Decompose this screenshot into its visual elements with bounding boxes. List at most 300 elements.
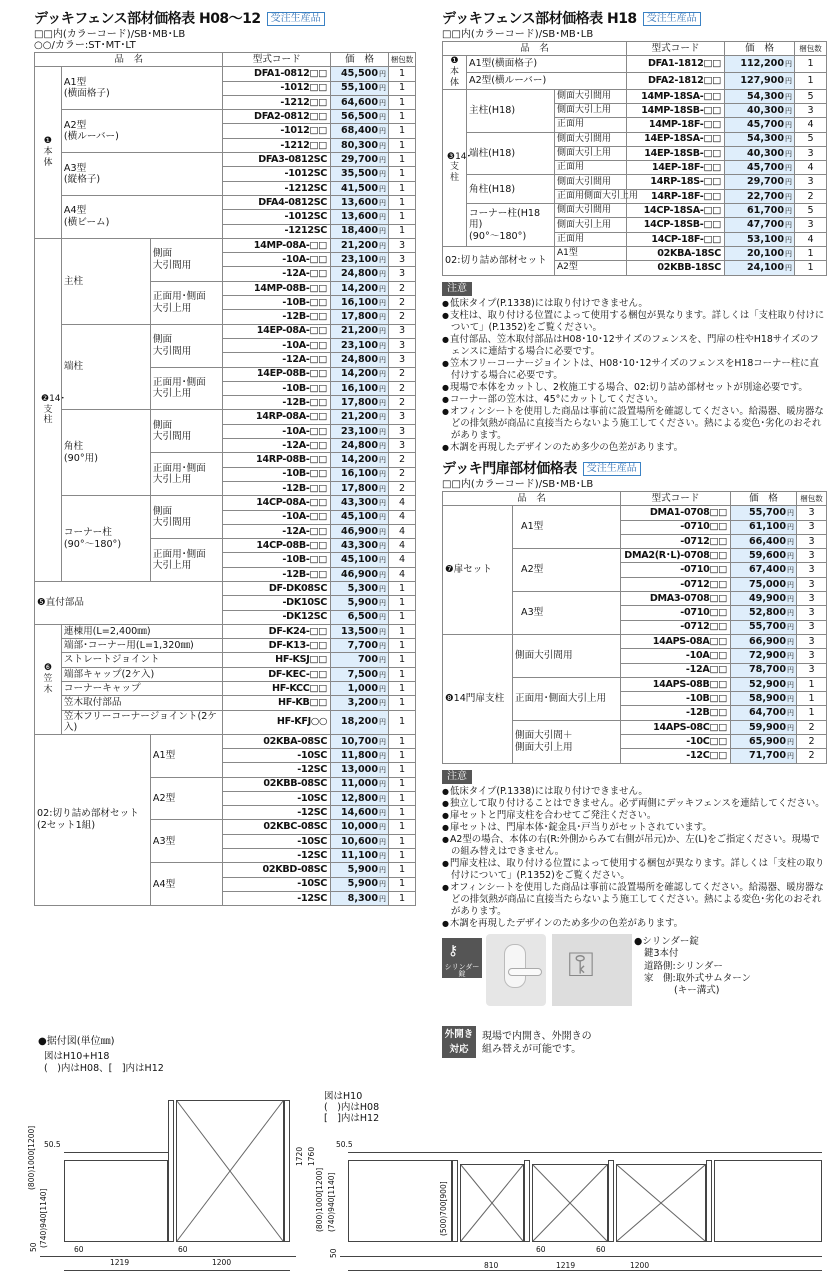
price-cell: 55,700円: [731, 620, 797, 634]
code-cell: 02KBA-08SC: [223, 734, 331, 748]
price-cell: 18,400円: [331, 224, 389, 238]
left-th-qty: 梱包数: [389, 53, 416, 67]
qty-cell: 3: [389, 424, 416, 438]
price-cell: 59,900円: [731, 720, 797, 734]
price-cell: 17,800円: [331, 481, 389, 495]
note-item: ● 扉セットと門扉支柱を合わせてご発注ください。: [442, 810, 826, 822]
qty-cell: 4: [795, 161, 827, 175]
code-cell: 14EP-08A-□□: [223, 324, 331, 338]
table-row: [443, 506, 827, 520]
group-label: 側面 大引間用: [150, 238, 222, 281]
code-cell: HF-KSJ□□: [223, 653, 331, 667]
qty-cell: 1: [389, 124, 416, 138]
code-cell: -12C□□: [621, 749, 731, 763]
price-cell: 49,900円: [731, 592, 797, 606]
code-cell: 14MP-18SB-□□: [627, 103, 725, 117]
qty-cell: 1: [389, 181, 416, 195]
qty-cell: 1: [389, 110, 416, 124]
note-item: ● オフィンシートを使用した商品は事前に設置場所を確認してください。給湯器、暖房器などの排気熱が商品に直接当たらないよう施工してください。熱による変色･劣化のおそれがあります。: [442, 882, 826, 918]
price-cell: 3,200円: [331, 696, 389, 710]
qty-cell: 1: [389, 748, 416, 762]
code-cell: 14RP-18S-□□: [627, 175, 725, 189]
code-cell: -0712□□: [621, 577, 731, 591]
price-cell: 14,200円: [331, 281, 389, 295]
code-cell: 14EP-18SB-□□: [627, 146, 725, 160]
price-cell: 24,100円: [725, 261, 795, 275]
qty-cell: 2: [389, 281, 416, 295]
group-label: A2型: [513, 549, 621, 592]
row-label: 正面用側面大引上用: [555, 189, 627, 203]
qty-cell: 5: [795, 204, 827, 218]
table-row: [35, 653, 416, 667]
qty-cell: 4: [389, 567, 416, 581]
qty-cell: 1: [389, 138, 416, 152]
note-item: ● 木調を再現したデザインのため多少の色差があります。: [442, 442, 826, 454]
price-cell: 29,700円: [331, 153, 389, 167]
note-item: ● コーナー部の笠木は、45°にカットしてください。: [442, 394, 826, 406]
group-label: 正面用･側面 大引上用: [150, 367, 222, 410]
qty-cell: 1: [389, 820, 416, 834]
group-label: A1型: [513, 506, 621, 549]
qty-cell: 2: [797, 720, 827, 734]
qty-cell: 1: [389, 667, 416, 681]
table-row: [443, 132, 827, 146]
table-row: [443, 56, 827, 73]
group-label: 側面大引間用: [513, 634, 621, 677]
group-label: コーナー柱 (90°～180°): [61, 496, 150, 582]
qty-cell: 1: [389, 777, 416, 791]
qty-cell: 1: [389, 610, 416, 624]
code-cell: 14RP-08B-□□: [223, 453, 331, 467]
qty-cell: 2: [389, 396, 416, 410]
lock-desc: ●シリンダー錠 鍵3本付 道路側:シリンダー 家 側:取外式サムターン (キー溝式): [634, 935, 752, 997]
code-cell: 14CP-18SA-□□: [627, 204, 725, 218]
group-label: A2型: [150, 777, 222, 820]
table-row: [35, 110, 416, 124]
qty-cell: 2: [389, 310, 416, 324]
qty-cell: 1: [795, 56, 827, 73]
price-cell: 45,100円: [331, 553, 389, 567]
table-row: [35, 238, 416, 252]
left-price-table: [34, 52, 416, 906]
note-item: ● 扉セットは、門扉本体･錠金具･戸当りがセットされています。: [442, 822, 826, 834]
gate-price-table: [442, 491, 827, 764]
price-cell: 55,100円: [331, 81, 389, 95]
group-label: 正面用･側面 大引上用: [150, 281, 222, 324]
price-cell: 5,300円: [331, 581, 389, 595]
table-row: [35, 153, 416, 167]
group-label: 角柱(H18): [467, 175, 555, 204]
code-cell: DFA4-0812SC: [223, 195, 331, 209]
left-th-name: 品 名: [35, 53, 223, 67]
note-item: ● 現場で本体をカットし、2枚施工する場合、02:切り詰め部材セットが別途必要です。: [442, 382, 826, 394]
qty-cell: 1: [389, 195, 416, 209]
group-label: ❷14･支柱: [35, 238, 62, 581]
note-item: ● オフィンシートを使用した商品は事前に設置場所を確認してください。給湯器、暖房器などの排気熱が商品に直接当たらないよう施工してください。熱による変色･劣化のおそれがあります。: [442, 406, 826, 442]
row-label: A1型: [555, 246, 627, 260]
row-label: 側面大引上用: [555, 146, 627, 160]
right-th-qty: 梱包数: [795, 42, 827, 56]
code-cell: -12SC: [223, 806, 331, 820]
table-row: [35, 195, 416, 209]
keys-image: [552, 934, 632, 1006]
gate-notes: [442, 786, 826, 930]
note-item: ● 独立して取り付けることはできません。必ず両側にデッキフェンスを連結してください。: [442, 798, 826, 810]
price-cell: 14,200円: [331, 453, 389, 467]
left-column: [34, 0, 416, 906]
right-column: [442, 0, 826, 1062]
qty-cell: 2: [389, 381, 416, 395]
table-row: [35, 410, 416, 424]
qty-cell: 1: [389, 710, 416, 734]
code-cell: -0712□□: [621, 534, 731, 548]
group-label: 端部キャップ(2ケ入): [61, 667, 223, 681]
group-label: 連棟用(L=2,400㎜): [61, 624, 223, 638]
price-cell: 65,900円: [731, 735, 797, 749]
code-cell: -12SC: [223, 763, 331, 777]
price-cell: 68,400円: [331, 124, 389, 138]
code-cell: -10SC: [223, 834, 331, 848]
row-label: 側面大引上用: [555, 103, 627, 117]
post-right: [284, 1100, 290, 1242]
group-label: A3型: [150, 820, 222, 863]
cross-brace-door: [461, 1165, 523, 1241]
price-cell: 56,500円: [331, 110, 389, 124]
code-cell: -1212□□: [223, 138, 331, 152]
price-cell: 71,700円: [731, 749, 797, 763]
keys-icon: ⚿: [568, 944, 594, 985]
price-cell: 46,900円: [331, 524, 389, 538]
qty-cell: 3: [797, 577, 827, 591]
price-cell: 64,600円: [331, 95, 389, 109]
group-label: 側面 大引間用: [150, 410, 222, 453]
group-label: コーナーキャップ: [61, 682, 223, 696]
right-caution-label: 注意: [442, 282, 472, 296]
price-cell: 10,000円: [331, 820, 389, 834]
group-label: 正面用･側面 大引上用: [150, 539, 222, 582]
qty-cell: 3: [389, 439, 416, 453]
code-cell: -1012□□: [223, 81, 331, 95]
price-cell: 14,600円: [331, 806, 389, 820]
group-label: A3型: [513, 592, 621, 635]
price-cell: 12,800円: [331, 791, 389, 805]
price-cell: 40,300円: [725, 103, 795, 117]
qty-cell: 2: [795, 189, 827, 203]
price-cell: 53,100円: [725, 232, 795, 246]
price-cell: 10,700円: [331, 734, 389, 748]
price-cell: 64,700円: [731, 706, 797, 720]
door-handle-image: [486, 934, 546, 1006]
group-label: 02:切り詰め部材セット (2セット1組): [35, 734, 151, 906]
qty-cell: 1: [795, 261, 827, 275]
qty-cell: 1: [389, 696, 416, 710]
code-cell: -12B-□□: [223, 396, 331, 410]
price-cell: 54,300円: [725, 132, 795, 146]
code-cell: 14MP-08A-□□: [223, 238, 331, 252]
note-item: ● 笠木フリーコーナージョイントは、H08･10･12サイズのフェンスをH18コーナー柱に直付けする場合に必要です。: [442, 358, 826, 382]
table-row: [443, 634, 827, 648]
table-row: [35, 667, 416, 681]
code-cell: DF-K24-□□: [223, 624, 331, 638]
code-cell: -1212SC: [223, 224, 331, 238]
gate-badge: 受注生産品: [583, 462, 641, 476]
table-row: [35, 639, 416, 653]
code-cell: -12B□□: [621, 706, 731, 720]
group-label: 角柱 (90°用): [61, 410, 150, 496]
code-cell: -10B-□□: [223, 296, 331, 310]
qty-cell: 1: [389, 81, 416, 95]
group-label: 正面用･側面大引上用: [513, 677, 621, 720]
group-label: ストレートジョイント: [61, 653, 223, 667]
note-item: ● 門扉支柱は、取り付ける位置によって使用する梱包が異なります。詳しくは「支柱の取り付けについて」(P.1352)をご覧ください。: [442, 858, 826, 882]
table-row: [35, 710, 416, 734]
price-cell: 40,300円: [725, 146, 795, 160]
qty-cell: 4: [389, 553, 416, 567]
group-label: 主柱(H18): [467, 89, 555, 132]
price-cell: 55,700円: [731, 506, 797, 520]
row-label: 側面大引間用: [555, 89, 627, 103]
note-item: ● 低床タイプ(P.1338)には取り付けできません。: [442, 298, 826, 310]
qty-cell: 3: [389, 324, 416, 338]
code-cell: 02KBD-08SC: [223, 863, 331, 877]
group-label: 正面用･側面 大引上用: [150, 453, 222, 496]
qty-cell: 3: [389, 353, 416, 367]
code-cell: DFA1-1812□□: [627, 56, 725, 73]
code-cell: DFA2-0812□□: [223, 110, 331, 124]
group-label: 笠木フリーコーナージョイント(2ケ入): [61, 710, 223, 734]
qty-cell: 2: [797, 735, 827, 749]
price-cell: 6,500円: [331, 610, 389, 624]
door-panel: [460, 1164, 524, 1242]
note-item: ● 低床タイプ(P.1338)には取り付けできません。: [442, 786, 826, 798]
key-icon: ⚷: [448, 942, 459, 959]
price-cell: 61,700円: [725, 204, 795, 218]
group-label: ❸14･支柱: [443, 89, 467, 246]
right-title: デッキフェンス部材価格表 H18 受注生産品: [442, 8, 826, 30]
qty-cell: 2: [797, 749, 827, 763]
qty-cell: 1: [389, 763, 416, 777]
qty-cell: 1: [389, 891, 416, 905]
qty-cell: 2: [389, 481, 416, 495]
gate-th-code: 型式コード: [621, 491, 731, 505]
price-cell: 127,900円: [725, 72, 795, 89]
swing-section: [442, 1026, 826, 1062]
left-color-note: □□内(カラーコード)/SB･MB･LB: [34, 29, 186, 40]
group-label: 端柱(H18): [467, 132, 555, 175]
qty-cell: 2: [389, 453, 416, 467]
row-label: 正面用: [555, 118, 627, 132]
code-cell: -10SC: [223, 748, 331, 762]
qty-cell: 3: [797, 506, 827, 520]
group-label: ❶本体: [443, 56, 467, 89]
group-label: コーナー柱(H18用) (90°～180°): [467, 204, 555, 247]
group-label: 主柱: [61, 238, 150, 324]
row-label: A2型(横ルーバー): [467, 72, 627, 89]
qty-cell: 3: [797, 563, 827, 577]
fence-panel-left: [64, 1160, 168, 1242]
row-label: 正面用: [555, 161, 627, 175]
fence-panel-1: [348, 1160, 452, 1242]
price-cell: 72,900円: [731, 649, 797, 663]
price-cell: 1,000円: [331, 682, 389, 696]
qty-cell: 1: [389, 224, 416, 238]
code-cell: -12A-□□: [223, 524, 331, 538]
swing-badge: 外開き 対応: [442, 1026, 476, 1058]
group-label: A4型 (横ビーム): [61, 195, 223, 238]
qty-cell: 3: [797, 649, 827, 663]
price-cell: 13,500円: [331, 624, 389, 638]
price-cell: 66,400円: [731, 534, 797, 548]
price-cell: 21,200円: [331, 324, 389, 338]
qty-cell: 4: [795, 118, 827, 132]
price-cell: 11,000円: [331, 777, 389, 791]
qty-cell: 2: [389, 367, 416, 381]
code-cell: 14APS-08C□□: [621, 720, 731, 734]
code-cell: -10B-□□: [223, 381, 331, 395]
table-row: [35, 581, 416, 595]
price-cell: 43,300円: [331, 496, 389, 510]
gate-color-note: □□内(カラーコード)/SB･MB･LB: [442, 478, 594, 490]
qty-cell: 1: [389, 653, 416, 667]
qty-cell: 3: [797, 634, 827, 648]
right-th-code: 型式コード: [627, 42, 725, 56]
qty-cell: 1: [389, 834, 416, 848]
code-cell: -1012SC: [223, 167, 331, 181]
qty-cell: 1: [389, 877, 416, 891]
code-cell: -10SC: [223, 877, 331, 891]
code-cell: -10A-□□: [223, 253, 331, 267]
right-notes: [442, 298, 826, 454]
code-cell: -10A□□: [621, 649, 731, 663]
price-cell: 46,900円: [331, 567, 389, 581]
row-label: 正面用: [555, 232, 627, 246]
group-label: ❼扉セット: [443, 506, 513, 635]
code-cell: -0710□□: [621, 606, 731, 620]
qty-cell: 3: [389, 338, 416, 352]
code-cell: -12SC: [223, 891, 331, 905]
qty-cell: 4: [795, 232, 827, 246]
price-cell: 7,500円: [331, 667, 389, 681]
qty-cell: 5: [795, 89, 827, 103]
code-cell: -1212□□: [223, 95, 331, 109]
group-label: 02:切り詰め部材セット: [443, 246, 555, 275]
swing-desc: 現場で内開き、外開きの 組み替えが可能です。: [482, 1030, 592, 1055]
code-cell: -12B-□□: [223, 310, 331, 324]
door-panel-2: [532, 1164, 608, 1242]
qty-cell: 2: [389, 467, 416, 481]
price-cell: 41,500円: [331, 181, 389, 195]
table-row: [35, 696, 416, 710]
qty-cell: 4: [389, 496, 416, 510]
table-row: [35, 734, 416, 748]
price-cell: 16,100円: [331, 467, 389, 481]
group-label: A4型: [150, 863, 222, 906]
left-th-price: 価 格: [331, 53, 389, 67]
code-cell: -10SC: [223, 791, 331, 805]
qty-cell: 1: [795, 246, 827, 260]
price-cell: 5,900円: [331, 877, 389, 891]
code-cell: -1212SC: [223, 181, 331, 195]
group-label: ❽14門扉支柱: [443, 634, 513, 763]
gate-caution-label: 注意: [442, 770, 472, 784]
price-cell: 11,800円: [331, 748, 389, 762]
row-label: A2型: [555, 261, 627, 275]
left-color-note-2: ○○/カラー:ST･MT･LT: [34, 40, 136, 51]
price-cell: 7,700円: [331, 639, 389, 653]
code-cell: -0710□□: [621, 563, 731, 577]
table-row: [443, 204, 827, 218]
right-badge: 受注生産品: [643, 12, 701, 26]
code-cell: 14CP-08B-□□: [223, 539, 331, 553]
code-cell: -12A□□: [621, 663, 731, 677]
right-color-note: □□内(カラーコード)/SB･MB･LB: [442, 29, 594, 40]
price-cell: 23,100円: [331, 338, 389, 352]
price-cell: 13,600円: [331, 195, 389, 209]
table-row: [35, 624, 416, 638]
code-cell: -12B-□□: [223, 567, 331, 581]
qty-cell: 3: [797, 520, 827, 534]
code-cell: -12A-□□: [223, 439, 331, 453]
price-cell: 13,000円: [331, 763, 389, 777]
qty-cell: 1: [797, 692, 827, 706]
qty-cell: 1: [389, 153, 416, 167]
post-left: [168, 1100, 174, 1242]
qty-cell: 3: [389, 253, 416, 267]
note-item: ● 直付部品、笠木取付部品はH08･10･12サイズのフェンスを、門扉の柱やH18サイズのフェンスに連結する場合に必要です。: [442, 334, 826, 358]
note-item: ● A2型の場合、本体の右(R:外側からみて右側が吊元)か、左(L)をご指定ください。現場での組み替えはできません。: [442, 834, 826, 858]
price-cell: 47,700円: [725, 218, 795, 232]
group-label: A1型 (横面格子): [61, 67, 223, 110]
group-label: A1型: [150, 734, 222, 777]
left-badge: 受注生産品: [267, 12, 325, 26]
qty-cell: 4: [389, 510, 416, 524]
qty-cell: 1: [389, 596, 416, 610]
qty-cell: 1: [389, 67, 416, 81]
code-cell: DFA3-0812SC: [223, 153, 331, 167]
qty-cell: 1: [389, 95, 416, 109]
price-cell: 18,200円: [331, 710, 389, 734]
table-row: [35, 324, 416, 338]
price-cell: 59,600円: [731, 549, 797, 563]
qty-cell: 3: [795, 175, 827, 189]
qty-cell: 3: [797, 606, 827, 620]
fence-panel-3: [714, 1160, 822, 1242]
code-cell: 14EP-18F-□□: [627, 161, 725, 175]
code-cell: -10A-□□: [223, 510, 331, 524]
qty-cell: 3: [797, 663, 827, 677]
group-label: A3型 (縦格子): [61, 153, 223, 196]
code-cell: HF-KFJ○○: [223, 710, 331, 734]
row-label: 側面大引間用: [555, 204, 627, 218]
code-cell: -0710□□: [621, 520, 731, 534]
qty-cell: 1: [797, 706, 827, 720]
code-cell: -10B-□□: [223, 467, 331, 481]
price-cell: 16,100円: [331, 296, 389, 310]
qty-cell: 1: [795, 72, 827, 89]
code-cell: DFA2-1812□□: [627, 72, 725, 89]
code-cell: 02KBA-18SC: [627, 246, 725, 260]
code-cell: -10A-□□: [223, 424, 331, 438]
code-cell: -12B-□□: [223, 481, 331, 495]
price-cell: 5,900円: [331, 596, 389, 610]
qty-cell: 3: [795, 103, 827, 117]
qty-cell: 3: [389, 238, 416, 252]
price-cell: 5,900円: [331, 863, 389, 877]
qty-cell: 4: [389, 539, 416, 553]
row-label: A1型(横面格子): [467, 56, 627, 73]
code-cell: DMA3-0708□□: [621, 592, 731, 606]
price-cell: 61,100円: [731, 520, 797, 534]
